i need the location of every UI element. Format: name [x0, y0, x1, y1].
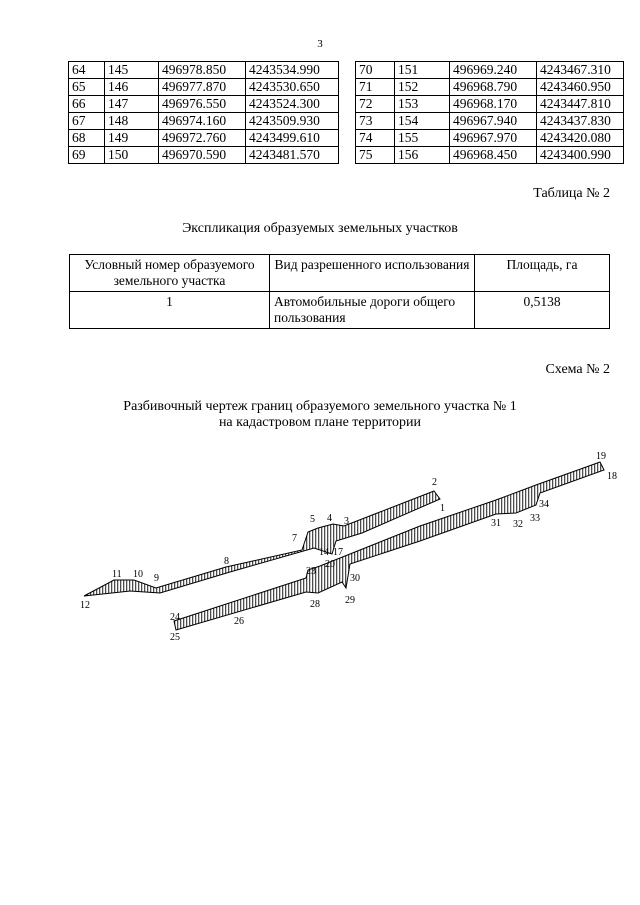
- row-number-cell: 73: [356, 113, 395, 130]
- header-permitted-use: Вид разрешенного использования: [270, 255, 475, 292]
- scheme-title-line2: на кадастровом плане территории: [218, 415, 422, 430]
- x-coordinate-cell: 496976.550: [159, 96, 246, 113]
- explication-table: [69, 254, 610, 329]
- x-coordinate-cell: 496978.850: [159, 62, 246, 79]
- y-coordinate-cell: 4243481.570: [246, 147, 339, 164]
- point-label-24: 24: [170, 612, 180, 623]
- point-label-26: 26: [234, 616, 244, 627]
- y-coordinate-cell: 4243509.930: [246, 113, 339, 130]
- x-coordinate-cell: 496974.160: [159, 113, 246, 130]
- row-number-cell: 71: [356, 79, 395, 96]
- point-label-14: 14: [319, 547, 329, 558]
- point-label-1: 1: [440, 503, 445, 514]
- y-coordinate-cell: 4243524.300: [246, 96, 339, 113]
- point-number-cell: 146: [105, 79, 159, 96]
- row-number-cell: 67: [69, 113, 105, 130]
- y-coordinate-cell: 4243437.830: [537, 113, 624, 130]
- lower-strip-outline: [174, 462, 604, 630]
- point-label-19: 19: [596, 451, 606, 462]
- point-label-20: 20: [325, 559, 335, 570]
- y-coordinate-cell: 4243460.950: [537, 79, 624, 96]
- cell-permitted-use: Автомобильные дороги общего пользования: [270, 292, 475, 329]
- table-row: [356, 62, 624, 79]
- point-label-2: 2: [432, 477, 437, 488]
- point-label-7: 7: [292, 533, 297, 544]
- table2-label: Таблица № 2: [533, 186, 610, 201]
- point-label-25: 25: [170, 632, 180, 643]
- point-number-cell: 152: [395, 79, 450, 96]
- explication-header-row: [70, 255, 610, 292]
- point-label-12: 12: [80, 600, 90, 611]
- table-row: [69, 113, 339, 130]
- y-coordinate-cell: 4243530.650: [246, 79, 339, 96]
- point-label-34: 34: [539, 499, 549, 510]
- table-row: [69, 96, 339, 113]
- point-number-cell: 155: [395, 130, 450, 147]
- y-coordinate-cell: 4243447.810: [537, 96, 624, 113]
- point-label-17: 17: [333, 547, 343, 558]
- y-coordinate-cell: 4243534.990: [246, 62, 339, 79]
- point-label-8: 8: [224, 556, 229, 567]
- page-number: 3: [317, 38, 323, 50]
- point-number-cell: 156: [395, 147, 450, 164]
- point-number-cell: 154: [395, 113, 450, 130]
- point-label-3: 3: [344, 516, 349, 527]
- row-number-cell: 68: [69, 130, 105, 147]
- cell-parcel-number: 1: [70, 292, 270, 329]
- point-number-cell: 151: [395, 62, 450, 79]
- point-number-cell: 153: [395, 96, 450, 113]
- x-coordinate-cell: 496967.970: [450, 130, 537, 147]
- table-row: [69, 62, 339, 79]
- point-number-cell: 145: [105, 62, 159, 79]
- y-coordinate-cell: 4243467.310: [537, 62, 624, 79]
- row-number-cell: 74: [356, 130, 395, 147]
- row-number-cell: 64: [69, 62, 105, 79]
- row-number-cell: 69: [69, 147, 105, 164]
- x-coordinate-cell: 496970.590: [159, 147, 246, 164]
- row-number-cell: 66: [69, 96, 105, 113]
- row-number-cell: 70: [356, 62, 395, 79]
- row-number-cell: 65: [69, 79, 105, 96]
- point-label-18: 18: [607, 471, 617, 482]
- table-row: [69, 79, 339, 96]
- point-label-23: 23: [306, 566, 316, 577]
- point-label-28: 28: [310, 599, 320, 610]
- scheme-label: Схема № 2: [545, 362, 610, 377]
- table-row: [69, 130, 339, 147]
- x-coordinate-cell: 496972.760: [159, 130, 246, 147]
- table-row: [356, 130, 624, 147]
- coordinates-table-left: [68, 61, 339, 164]
- y-coordinate-cell: 4243400.990: [537, 147, 624, 164]
- explication-row: [70, 292, 610, 329]
- table-row: [69, 147, 339, 164]
- point-label-10: 10: [133, 569, 143, 580]
- parcel-boundary-drawing: [0, 440, 640, 660]
- table2-title: Экспликация образуемых земельных участков: [182, 221, 458, 236]
- scheme-title-line1: Разбивочный чертеж границ образуемого земельного участка № 1: [123, 399, 517, 414]
- point-number-cell: 147: [105, 96, 159, 113]
- cell-area: 0,5138: [475, 292, 610, 329]
- point-label-30: 30: [350, 573, 360, 584]
- header-area: Площадь, га: [475, 255, 610, 292]
- table-row: [356, 79, 624, 96]
- point-label-4: 4: [327, 513, 332, 524]
- point-label-11: 11: [112, 569, 122, 580]
- point-number-cell: 148: [105, 113, 159, 130]
- point-label-5: 5: [310, 514, 315, 525]
- table-row: [356, 113, 624, 130]
- y-coordinate-cell: 4243420.080: [537, 130, 624, 147]
- table-row: [356, 147, 624, 164]
- x-coordinate-cell: 496969.240: [450, 62, 537, 79]
- x-coordinate-cell: 496968.170: [450, 96, 537, 113]
- header-parcel-number: Условный номер образуемого земельного участка: [70, 255, 270, 292]
- point-label-33: 33: [530, 513, 540, 524]
- x-coordinate-cell: 496977.870: [159, 79, 246, 96]
- row-number-cell: 72: [356, 96, 395, 113]
- x-coordinate-cell: 496968.790: [450, 79, 537, 96]
- point-label-32: 32: [513, 519, 523, 530]
- point-number-cell: 150: [105, 147, 159, 164]
- y-coordinate-cell: 4243499.610: [246, 130, 339, 147]
- table-row: [356, 96, 624, 113]
- point-label-29: 29: [345, 595, 355, 606]
- x-coordinate-cell: 496967.940: [450, 113, 537, 130]
- point-number-cell: 149: [105, 130, 159, 147]
- coordinates-table-right: [355, 61, 624, 164]
- point-label-31: 31: [491, 518, 501, 529]
- x-coordinate-cell: 496968.450: [450, 147, 537, 164]
- scheme-title: [0, 399, 640, 431]
- point-label-9: 9: [154, 573, 159, 584]
- row-number-cell: 75: [356, 147, 395, 164]
